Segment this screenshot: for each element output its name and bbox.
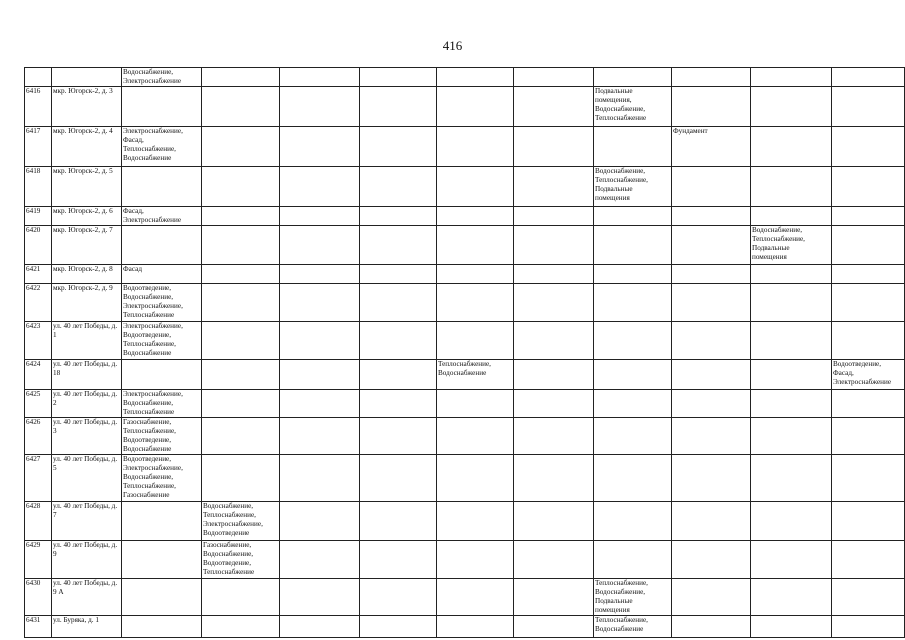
work-type-cell bbox=[751, 207, 832, 226]
row-number: 6431 bbox=[25, 616, 52, 638]
table-row bbox=[25, 322, 905, 360]
work-type-cell bbox=[202, 541, 280, 579]
work-type-cell bbox=[437, 616, 514, 638]
work-type-item: Теплоснабжение, bbox=[595, 176, 648, 184]
row-number: 6421 bbox=[25, 265, 52, 284]
work-type-cell bbox=[122, 284, 202, 322]
work-type-cell bbox=[122, 322, 202, 360]
work-type-cell bbox=[672, 541, 751, 579]
work-type-item: Водоснабжение bbox=[123, 154, 172, 162]
work-type-cell bbox=[437, 541, 514, 579]
work-type-cell bbox=[514, 127, 594, 167]
row-number: 6419 bbox=[25, 207, 52, 226]
work-type-cell bbox=[280, 579, 360, 616]
work-type-cell bbox=[514, 322, 594, 360]
table-row bbox=[25, 87, 905, 127]
work-type-cell bbox=[832, 502, 905, 541]
page-number: 416 bbox=[442, 38, 463, 53]
work-type-item: помещения bbox=[752, 253, 787, 261]
work-type-cell bbox=[202, 455, 280, 502]
work-type-cell bbox=[672, 502, 751, 541]
work-type-cell bbox=[832, 322, 905, 360]
row-number: 6428 bbox=[25, 502, 52, 541]
house-address: ул. 40 лет Победы, д. 1 bbox=[52, 322, 122, 360]
work-type-item: Водоотведение, bbox=[123, 331, 172, 339]
work-type-cell bbox=[202, 226, 280, 265]
work-type-item: Водоснабжение, bbox=[595, 105, 646, 113]
work-type-cell bbox=[122, 616, 202, 638]
work-type-cell bbox=[751, 127, 832, 167]
row-number: 6423 bbox=[25, 322, 52, 360]
work-type-cell bbox=[672, 87, 751, 127]
work-type-item: Водоотведение, bbox=[123, 436, 172, 444]
table-row bbox=[25, 226, 905, 265]
work-type-cell bbox=[832, 418, 905, 455]
work-type-cell bbox=[280, 616, 360, 638]
row-number: 6422 bbox=[25, 284, 52, 322]
work-type-cell bbox=[832, 360, 905, 390]
work-type-cell bbox=[594, 127, 672, 167]
work-type-cell bbox=[832, 207, 905, 226]
work-type-item: Теплоснабжение, bbox=[752, 235, 805, 243]
work-type-cell bbox=[594, 87, 672, 127]
work-type-item: помещения, bbox=[595, 96, 632, 104]
work-type-item: Теплоснабжение bbox=[203, 568, 255, 576]
work-type-cell bbox=[202, 207, 280, 226]
work-type-cell bbox=[514, 455, 594, 502]
work-type-cell bbox=[672, 579, 751, 616]
work-type-item: Теплоснабжение bbox=[595, 114, 647, 122]
work-type-item: Подвальные bbox=[595, 87, 633, 95]
work-type-cell bbox=[832, 390, 905, 418]
work-type-cell bbox=[751, 360, 832, 390]
work-type-cell bbox=[280, 502, 360, 541]
work-type-cell bbox=[594, 207, 672, 226]
work-type-cell bbox=[672, 265, 751, 284]
work-type-cell bbox=[751, 579, 832, 616]
table-row bbox=[25, 418, 905, 455]
work-type-item: Электроснабжение, bbox=[123, 127, 183, 135]
work-type-cell bbox=[751, 87, 832, 127]
work-type-item: Электроснабжение, bbox=[123, 464, 183, 472]
work-type-cell bbox=[672, 322, 751, 360]
table-row bbox=[25, 360, 905, 390]
work-type-cell bbox=[594, 455, 672, 502]
work-type-cell bbox=[360, 167, 437, 207]
work-type-cell bbox=[202, 390, 280, 418]
work-type-item: Водоотведение, bbox=[123, 455, 172, 463]
work-type-cell bbox=[360, 502, 437, 541]
work-type-cell bbox=[751, 265, 832, 284]
work-type-cell bbox=[360, 541, 437, 579]
work-type-cell bbox=[832, 167, 905, 207]
work-type-item: Фасад, bbox=[123, 136, 144, 144]
work-type-item: Теплоснабжение bbox=[123, 311, 175, 319]
work-type-cell bbox=[514, 284, 594, 322]
work-type-cell bbox=[437, 265, 514, 284]
table-row bbox=[25, 502, 905, 541]
row-number: 6424 bbox=[25, 360, 52, 390]
work-type-cell bbox=[360, 322, 437, 360]
work-type-item: Теплоснабжение, bbox=[123, 482, 176, 490]
work-type-cell bbox=[832, 579, 905, 616]
work-type-cell bbox=[202, 360, 280, 390]
work-type-cell bbox=[202, 167, 280, 207]
work-type-cell bbox=[672, 455, 751, 502]
work-type-cell bbox=[514, 360, 594, 390]
house-address: мкр. Югорск-2, д. 4 bbox=[52, 127, 122, 167]
work-type-cell bbox=[672, 127, 751, 167]
work-type-cell bbox=[360, 284, 437, 322]
work-type-cell bbox=[122, 390, 202, 418]
row-number: 6418 bbox=[25, 167, 52, 207]
work-type-item: Теплоснабжение, bbox=[123, 427, 176, 435]
work-type-item: Водоснабжение, bbox=[595, 167, 646, 175]
work-type-item: Подвальные bbox=[595, 597, 633, 605]
work-type-item: Электроснабжение bbox=[833, 378, 892, 386]
house-address: ул. 40 лет Победы, д. 18 bbox=[52, 360, 122, 390]
work-type-item: Водоотведение bbox=[203, 529, 250, 537]
work-type-cell bbox=[514, 418, 594, 455]
work-type-cell bbox=[280, 455, 360, 502]
work-type-cell bbox=[672, 226, 751, 265]
work-type-cell bbox=[360, 87, 437, 127]
work-type-cell bbox=[360, 68, 437, 87]
work-type-cell bbox=[437, 167, 514, 207]
work-type-cell bbox=[122, 265, 202, 284]
work-type-cell bbox=[514, 541, 594, 579]
work-type-item: Подвальные bbox=[595, 185, 633, 193]
row-number bbox=[25, 68, 52, 87]
work-type-cell bbox=[594, 360, 672, 390]
work-type-cell bbox=[514, 167, 594, 207]
work-type-item: Водоснабжение, bbox=[203, 550, 254, 558]
work-type-item: Электроснабжение bbox=[123, 216, 182, 224]
table-row bbox=[25, 390, 905, 418]
work-type-item: Электроснабжение, bbox=[123, 390, 183, 398]
work-type-cell bbox=[202, 127, 280, 167]
work-type-cell bbox=[437, 418, 514, 455]
work-type-cell bbox=[360, 127, 437, 167]
work-type-cell bbox=[751, 616, 832, 638]
work-type-cell bbox=[751, 322, 832, 360]
work-type-cell bbox=[672, 167, 751, 207]
work-type-item: Водоснабжение bbox=[438, 369, 487, 377]
work-type-item: Водоснабжение, bbox=[123, 68, 174, 76]
work-type-cell bbox=[280, 390, 360, 418]
work-type-cell bbox=[202, 68, 280, 87]
work-type-item: Электроснабжение, bbox=[123, 322, 183, 330]
work-type-cell bbox=[751, 226, 832, 265]
work-type-cell bbox=[832, 68, 905, 87]
work-type-cell bbox=[360, 616, 437, 638]
house-address: ул. 40 лет Победы, д. 3 bbox=[52, 418, 122, 455]
row-number: 6429 bbox=[25, 541, 52, 579]
work-type-cell bbox=[672, 616, 751, 638]
work-type-cell bbox=[280, 418, 360, 455]
work-type-cell bbox=[751, 68, 832, 87]
work-type-item: Водоснабжение, bbox=[203, 502, 254, 510]
work-type-cell bbox=[594, 390, 672, 418]
house-address: ул. Буряка, д. 1 bbox=[52, 616, 122, 638]
row-number: 6417 bbox=[25, 127, 52, 167]
work-type-item: Водоснабжение, bbox=[123, 473, 174, 481]
work-type-item: помещения bbox=[595, 194, 630, 202]
work-type-cell bbox=[280, 265, 360, 284]
house-address: ул. 40 лет Победы, д. 9 bbox=[52, 541, 122, 579]
house-address: мкр. Югорск-2, д. 8 bbox=[52, 265, 122, 284]
work-type-item: Фасад bbox=[123, 265, 142, 273]
work-type-cell bbox=[202, 579, 280, 616]
work-type-item: Подвальные bbox=[752, 244, 790, 252]
row-number: 6425 bbox=[25, 390, 52, 418]
work-type-cell bbox=[437, 502, 514, 541]
work-type-cell bbox=[514, 502, 594, 541]
work-type-cell bbox=[751, 167, 832, 207]
work-type-cell bbox=[360, 207, 437, 226]
work-type-cell bbox=[832, 127, 905, 167]
house-address bbox=[52, 68, 122, 87]
house-address: ул. 40 лет Победы, д. 5 bbox=[52, 455, 122, 502]
table-row bbox=[25, 616, 905, 638]
work-type-cell bbox=[437, 68, 514, 87]
work-type-cell bbox=[594, 616, 672, 638]
house-address: мкр. Югорск-2, д. 6 bbox=[52, 207, 122, 226]
house-address: ул. 40 лет Победы, д. 9 А bbox=[52, 579, 122, 616]
work-type-cell bbox=[360, 455, 437, 502]
table-row bbox=[25, 68, 905, 87]
work-type-cell bbox=[594, 322, 672, 360]
work-type-cell bbox=[122, 541, 202, 579]
house-address: мкр. Югорск-2, д. 7 bbox=[52, 226, 122, 265]
work-type-item: Теплоснабжение bbox=[123, 408, 175, 416]
work-type-cell bbox=[280, 127, 360, 167]
work-type-cell bbox=[832, 226, 905, 265]
work-type-cell bbox=[280, 360, 360, 390]
table-row bbox=[25, 127, 905, 167]
work-type-item: Водоснабжение, bbox=[123, 293, 174, 301]
work-type-item: Водоснабжение bbox=[595, 625, 644, 633]
table-row bbox=[25, 265, 905, 284]
table-row bbox=[25, 455, 905, 502]
work-type-cell bbox=[202, 265, 280, 284]
work-type-cell bbox=[832, 616, 905, 638]
work-type-cell bbox=[280, 87, 360, 127]
work-type-cell bbox=[360, 226, 437, 265]
row-number: 6416 bbox=[25, 87, 52, 127]
work-type-item: Водоснабжение, bbox=[752, 226, 803, 234]
work-type-cell bbox=[672, 68, 751, 87]
work-type-cell bbox=[514, 87, 594, 127]
work-type-item: Водоснабжение bbox=[123, 349, 172, 357]
work-type-item: Водоотведение, bbox=[123, 284, 172, 292]
work-type-cell bbox=[122, 360, 202, 390]
work-type-cell bbox=[437, 284, 514, 322]
row-number: 6427 bbox=[25, 455, 52, 502]
work-type-cell bbox=[280, 284, 360, 322]
work-type-item: Газоснабжение bbox=[123, 491, 170, 499]
work-type-cell bbox=[594, 502, 672, 541]
work-type-item: Теплоснабжение, bbox=[438, 360, 491, 368]
work-type-item: Водоотведение, bbox=[203, 559, 252, 567]
work-type-item: Газоснабжение, bbox=[123, 418, 172, 426]
work-type-item: Теплоснабжение, bbox=[123, 340, 176, 348]
work-type-item: Теплоснабжение, bbox=[595, 616, 648, 624]
work-type-cell bbox=[122, 68, 202, 87]
work-type-item: Фундамент bbox=[673, 127, 708, 135]
work-type-cell bbox=[360, 265, 437, 284]
work-type-cell bbox=[360, 390, 437, 418]
work-type-cell bbox=[751, 455, 832, 502]
work-type-cell bbox=[202, 87, 280, 127]
work-type-cell bbox=[832, 541, 905, 579]
work-type-cell bbox=[514, 616, 594, 638]
row-number: 6426 bbox=[25, 418, 52, 455]
work-type-cell bbox=[594, 226, 672, 265]
work-type-item: Теплоснабжение, bbox=[203, 511, 256, 519]
work-type-cell bbox=[751, 502, 832, 541]
work-type-cell bbox=[514, 68, 594, 87]
work-type-cell bbox=[122, 127, 202, 167]
house-address: мкр. Югорск-2, д. 3 bbox=[52, 87, 122, 127]
table-row bbox=[25, 579, 905, 616]
work-type-cell bbox=[672, 360, 751, 390]
work-type-cell bbox=[594, 541, 672, 579]
work-type-cell bbox=[437, 455, 514, 502]
work-type-cell bbox=[672, 390, 751, 418]
work-type-cell bbox=[514, 390, 594, 418]
work-type-cell bbox=[280, 167, 360, 207]
work-type-item: Электроснабжение, bbox=[123, 302, 183, 310]
work-type-cell bbox=[514, 265, 594, 284]
work-type-cell bbox=[360, 418, 437, 455]
work-type-cell bbox=[832, 284, 905, 322]
work-type-item: Водоотведение, bbox=[833, 360, 882, 368]
work-type-cell bbox=[672, 284, 751, 322]
work-type-cell bbox=[437, 390, 514, 418]
work-type-cell bbox=[594, 418, 672, 455]
work-type-item: Фасад, bbox=[833, 369, 854, 377]
work-type-cell bbox=[360, 360, 437, 390]
work-type-cell bbox=[594, 68, 672, 87]
work-type-cell bbox=[437, 207, 514, 226]
work-type-cell bbox=[594, 167, 672, 207]
work-type-cell bbox=[751, 390, 832, 418]
work-type-cell bbox=[751, 541, 832, 579]
work-type-cell bbox=[437, 127, 514, 167]
work-type-cell bbox=[514, 207, 594, 226]
work-type-cell bbox=[832, 265, 905, 284]
house-address: мкр. Югорск-2, д. 9 bbox=[52, 284, 122, 322]
work-type-cell bbox=[202, 616, 280, 638]
work-type-cell bbox=[437, 87, 514, 127]
work-type-item: помещения bbox=[595, 606, 630, 614]
work-type-cell bbox=[751, 284, 832, 322]
work-type-cell bbox=[594, 284, 672, 322]
work-type-cell bbox=[202, 418, 280, 455]
work-type-cell bbox=[280, 541, 360, 579]
work-type-cell bbox=[514, 226, 594, 265]
work-type-item: Теплоснабжение, bbox=[123, 145, 176, 153]
work-type-item: Теплоснабжение, bbox=[595, 579, 648, 587]
repair-register-table bbox=[24, 67, 905, 638]
work-type-cell bbox=[751, 418, 832, 455]
work-type-cell bbox=[122, 579, 202, 616]
row-number: 6420 bbox=[25, 226, 52, 265]
work-type-cell bbox=[514, 579, 594, 616]
work-type-cell bbox=[832, 87, 905, 127]
work-type-cell bbox=[280, 207, 360, 226]
work-type-cell bbox=[202, 502, 280, 541]
work-type-cell bbox=[594, 579, 672, 616]
table-row bbox=[25, 541, 905, 579]
work-type-cell bbox=[280, 322, 360, 360]
work-type-item: Водоснабжение, bbox=[595, 588, 646, 596]
work-type-cell bbox=[437, 579, 514, 616]
work-type-cell bbox=[202, 284, 280, 322]
work-type-cell bbox=[360, 579, 437, 616]
work-type-cell bbox=[122, 207, 202, 226]
work-type-cell bbox=[122, 226, 202, 265]
table-row bbox=[25, 284, 905, 322]
work-type-cell bbox=[437, 360, 514, 390]
house-address: мкр. Югорск-2, д. 5 bbox=[52, 167, 122, 207]
work-type-item: Водоснабжение bbox=[123, 445, 172, 453]
work-type-cell bbox=[672, 418, 751, 455]
work-type-cell bbox=[832, 455, 905, 502]
work-type-cell bbox=[122, 418, 202, 455]
house-address: ул. 40 лет Победы, д. 7 bbox=[52, 502, 122, 541]
table-body bbox=[25, 68, 905, 638]
house-address: ул. 40 лет Победы, д. 2 bbox=[52, 390, 122, 418]
work-type-item: Электроснабжение bbox=[123, 77, 182, 85]
work-type-cell bbox=[122, 502, 202, 541]
work-type-cell bbox=[202, 322, 280, 360]
work-type-item: Газоснабжение, bbox=[203, 541, 252, 549]
work-type-cell bbox=[280, 226, 360, 265]
work-type-cell bbox=[672, 207, 751, 226]
work-type-cell bbox=[594, 265, 672, 284]
work-type-cell bbox=[122, 87, 202, 127]
work-type-item: Фасад, bbox=[123, 207, 144, 215]
table-row bbox=[25, 207, 905, 226]
row-number: 6430 bbox=[25, 579, 52, 616]
work-type-item: Водоснабжение, bbox=[123, 399, 174, 407]
work-type-cell bbox=[280, 68, 360, 87]
work-type-item: Электроснабжение, bbox=[203, 520, 263, 528]
work-type-cell bbox=[437, 322, 514, 360]
work-type-cell bbox=[437, 226, 514, 265]
work-type-cell bbox=[122, 167, 202, 207]
table-row bbox=[25, 167, 905, 207]
work-type-cell bbox=[122, 455, 202, 502]
